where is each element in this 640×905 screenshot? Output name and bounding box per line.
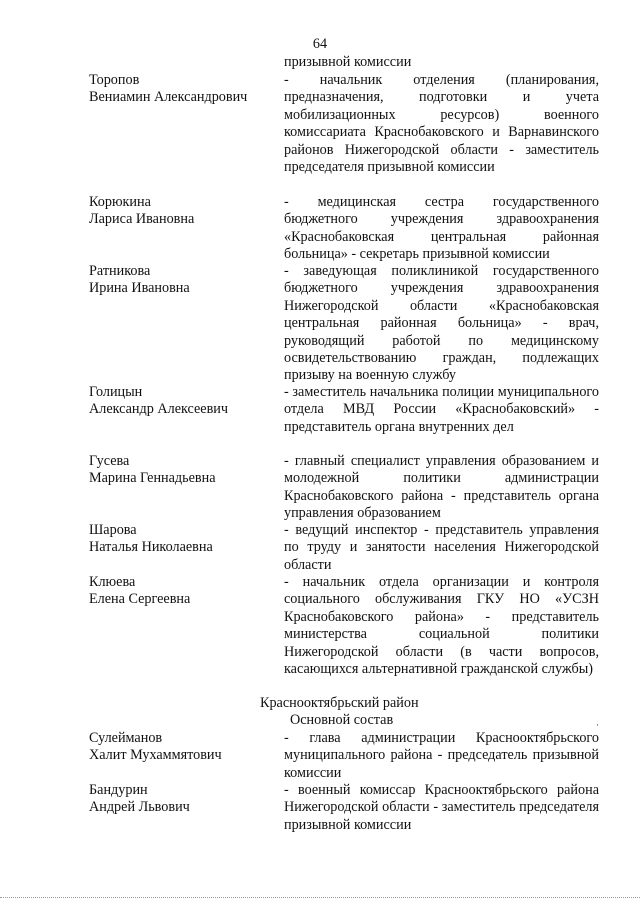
member-given-names: Александр Алексеевич bbox=[89, 401, 229, 418]
page-number: 64 bbox=[312, 36, 328, 52]
member-role: - медицинская сестра государственного бюджетного учреждения здравоохранения «Краснобаковская центральная районная больница» - секретарь призывной комиссии bbox=[284, 194, 599, 263]
member-surname: Сулейманов bbox=[89, 730, 163, 746]
member-name bbox=[89, 194, 279, 229]
member-name bbox=[89, 453, 279, 488]
member-role: - начальник отдела организации и контроля социального обслуживания ГКУ НО «УСЗН Краснобаковского района» - представитель министерства социальной политики Нижегородской области (в части вопросов, касающихся альтернативной гражданской службы) bbox=[284, 574, 599, 678]
member-role: - заведующая поликлиникой государственного бюджетного учреждения здравоохранения Нижегородской области «Краснобаковская центральная районная больница» - врач, руководящий работой по медицинскому освидетельствованию граждан, подлежащих призыву на военную службу bbox=[284, 263, 599, 384]
member-surname: Бандурин bbox=[89, 782, 148, 798]
page-bottom-divider bbox=[0, 897, 640, 899]
scan-mark: · bbox=[596, 720, 599, 730]
member-given-names: Наталья Николаевна bbox=[89, 539, 213, 556]
member-role: - заместитель начальника полиции муниципального отдела МВД России «Краснобаковский» - представитель органа внутренних дел bbox=[284, 384, 599, 435]
member-given-names: Елена Сергеевна bbox=[89, 591, 191, 608]
member-role: - глава администрации Краснооктябрьского муниципального района - председатель призывной комиссии bbox=[284, 730, 599, 781]
member-given-names: Марина Геннадьевна bbox=[89, 470, 216, 487]
member-role: - военный комиссар Краснооктябрьского района Нижегородской области - заместитель председателя призывной комиссии bbox=[284, 782, 599, 833]
member-surname: Голицын bbox=[89, 384, 143, 400]
member-given-names: Вениамин Александрович bbox=[89, 89, 248, 106]
member-name bbox=[89, 574, 279, 609]
member-surname: Шарова bbox=[89, 522, 137, 538]
member-name bbox=[89, 730, 279, 765]
member-surname: Ратникова bbox=[89, 263, 151, 279]
member-role: - главный специалист управления образованием и молодежной политики администрации Краснобаковского района - представитель органа управления образованием bbox=[284, 453, 599, 522]
member-surname: Гусева bbox=[89, 453, 130, 469]
member-name bbox=[89, 72, 279, 107]
member-surname: Корюкина bbox=[89, 194, 151, 210]
member-given-names: Халит Мухаммятович bbox=[89, 747, 222, 764]
member-surname: Торопов bbox=[89, 72, 140, 88]
member-given-names: Лариса Ивановна bbox=[89, 211, 195, 228]
member-name bbox=[89, 522, 279, 557]
member-given-names: Ирина Ивановна bbox=[89, 280, 190, 297]
member-surname: Клюева bbox=[89, 574, 136, 590]
district-heading: Краснооктябрьский район bbox=[260, 695, 419, 711]
member-given-names: Андрей Львович bbox=[89, 799, 190, 816]
member-name bbox=[89, 782, 279, 817]
continuation-text: призывной комиссии bbox=[284, 54, 412, 70]
member-name bbox=[89, 263, 279, 298]
member-role: - ведущий инспектор - представитель управления по труду и занятости населения Нижегородской области bbox=[284, 522, 599, 573]
member-name bbox=[89, 384, 279, 419]
member-role: - начальник отделения (планирования, предназначения, подготовки и учета мобилизационных ресурсов) военного комиссариата Краснобаковского и Варнавинского районов Нижегородской области - заместитель председателя призывной комиссии bbox=[284, 72, 599, 176]
subsection-heading: Основной состав bbox=[290, 712, 394, 728]
